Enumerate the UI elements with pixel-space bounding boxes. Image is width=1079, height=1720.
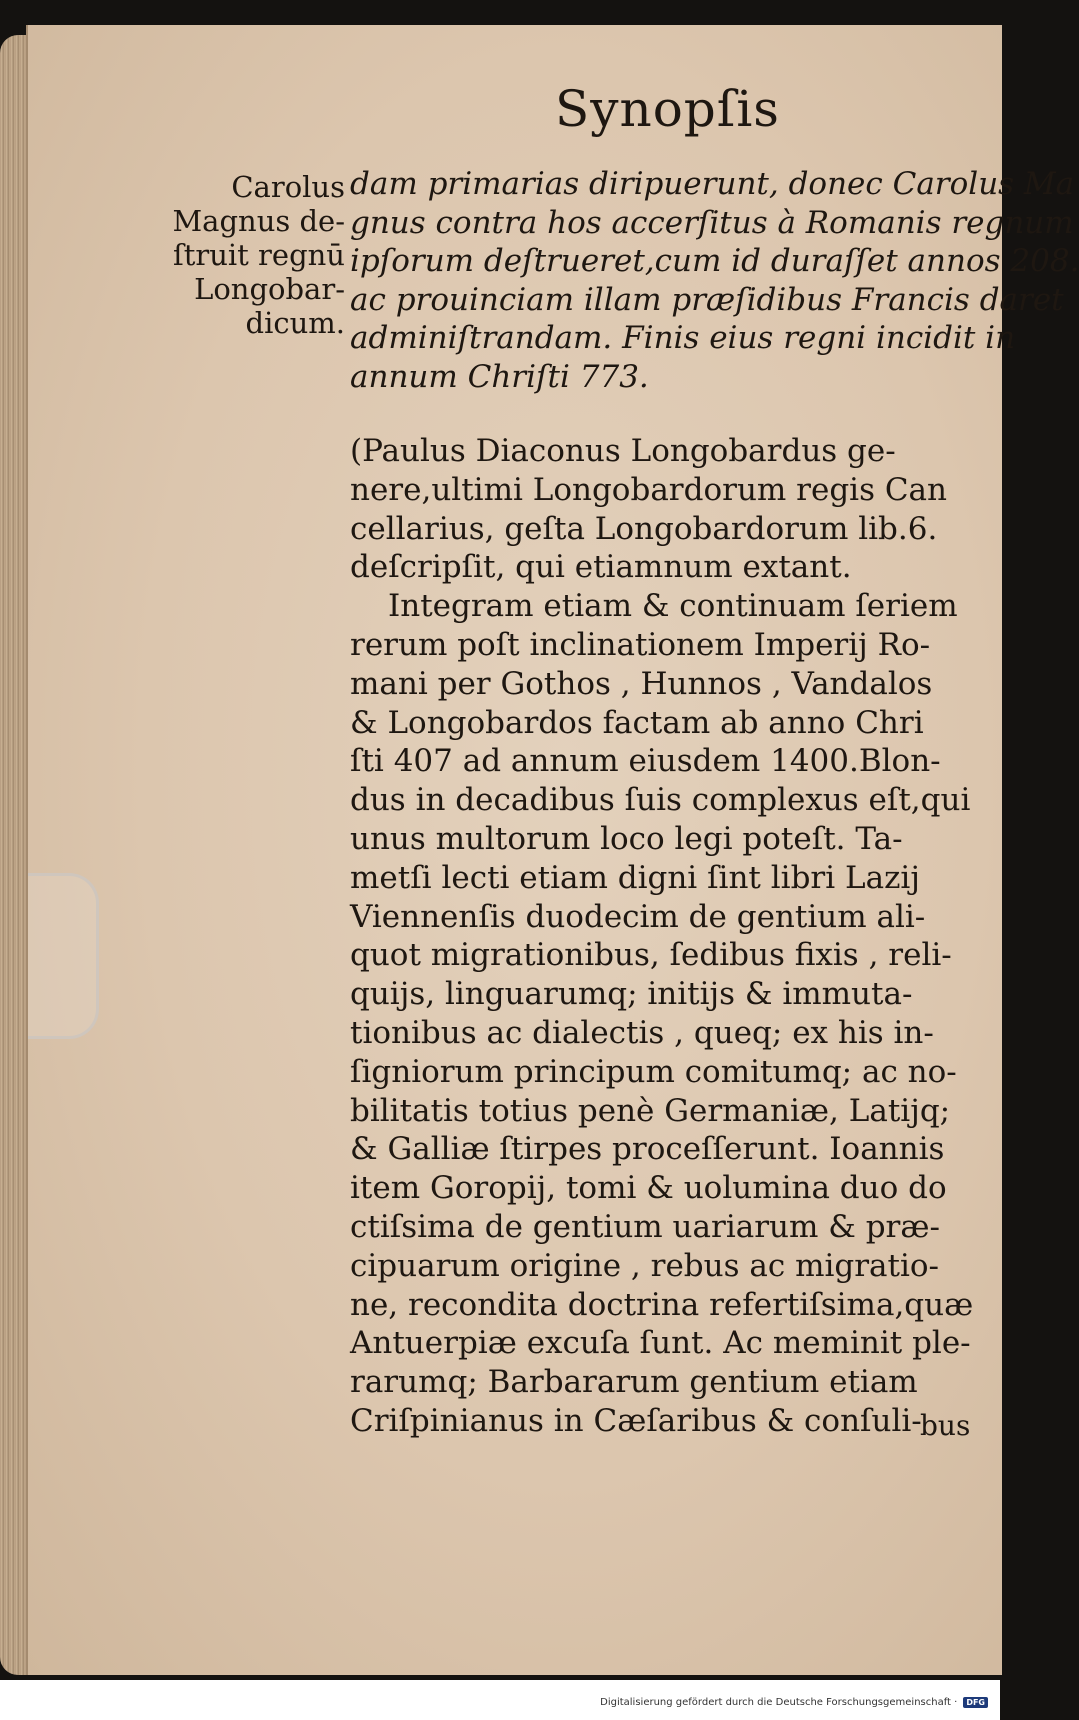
digitization-credit bbox=[600, 1697, 988, 1708]
text-line: mani per Gothos , Hunnos , Vandalos bbox=[350, 665, 933, 702]
text-line: annum Chriſti 773. bbox=[350, 358, 649, 395]
marginal-note bbox=[140, 170, 345, 340]
running-head: Synopſis bbox=[555, 80, 780, 138]
text-line: quijs, linguarumq; initijs & immuta- bbox=[350, 976, 913, 1013]
text-line: item Goropij, tomi & uolumina duo do bbox=[350, 1170, 947, 1207]
text-line: dus in decadibus ſuis complexus eſt,qui bbox=[350, 782, 971, 819]
book-clip bbox=[28, 873, 99, 1039]
roman-paragraphs bbox=[350, 432, 990, 1441]
text-line: nere,ultimi Longobardorum regis Can bbox=[350, 471, 948, 508]
text-line: Antuerpiæ excuſa ſunt. Ac meminit ple- bbox=[350, 1325, 971, 1362]
text-line: ſti 407 ad annum eiusdem 1400.Blon- bbox=[350, 743, 941, 780]
text-line: cipuarum origine , rebus ac migratio- bbox=[350, 1247, 940, 1284]
catchword: bus bbox=[920, 1409, 971, 1442]
text-line: bilitatis totius penè Germaniæ, Latijq; bbox=[350, 1092, 951, 1129]
text-line: gnus contra hos accerſitus à Romanis regnum bbox=[350, 204, 1074, 241]
marginal-note-line: Carolus bbox=[231, 170, 345, 204]
text-line: Criſpinianus in Cæſaribus & conſuli- bbox=[350, 1402, 922, 1439]
text-line: cellarius, geſta Longobardorum lib.6. bbox=[350, 510, 938, 547]
text-line: (Paulus Diaconus Longobardus ge- bbox=[350, 433, 896, 469]
marginal-note-line: Longobar- bbox=[194, 272, 345, 306]
text-line: Viennenſis duodecim de gentium ali- bbox=[350, 898, 926, 935]
marginal-note-line: ſtruit regnū bbox=[172, 238, 345, 272]
text-line: Integram etiam & continuam ſeriem bbox=[388, 588, 958, 625]
text-line: & Galliæ ſtirpes proceſſerunt. Ioannis bbox=[350, 1131, 945, 1168]
text-line: & Longobardos factam ab anno Chri bbox=[350, 704, 924, 741]
text-line: ctiſsima de gentium uariarum & præ- bbox=[350, 1208, 940, 1245]
marginal-note-line: Magnus de- bbox=[172, 204, 345, 238]
text-line: quot migrationibus, ſedibus fixis , reli- bbox=[350, 937, 952, 974]
text-line: unus multorum loco legi poteſt. Ta- bbox=[350, 820, 903, 857]
marginal-note-line: dicum. bbox=[245, 306, 345, 340]
text-line: tionibus ac dialectis , queq; ex his in- bbox=[350, 1014, 934, 1051]
italic-paragraph bbox=[350, 165, 1079, 396]
text-line: ipſorum deſtrueret,cum id duraſſet annos 208. bbox=[350, 243, 1079, 279]
text-line: ac prouinciam illam præſidibus Francis daret bbox=[350, 281, 1064, 318]
text-line: rerum poſt inclinationem Imperij Ro- bbox=[350, 626, 931, 663]
text-line: metſi lecti etiam digni ſint libri Lazij bbox=[350, 859, 920, 896]
text-line: ne, recondita doctrina refertiſsima,quæ bbox=[350, 1286, 974, 1323]
text-line: adminiſtrandam. Finis eius regni incidit in bbox=[350, 320, 1016, 356]
dfg-logo-icon: DFG bbox=[963, 1697, 988, 1708]
text-line: deſcripſit, qui etiamnum extant. bbox=[350, 549, 852, 586]
text-line: dam primarias diripuerunt, donec Carolus Ma bbox=[350, 166, 1075, 202]
text-line: rarumq; Barbararum gentium etiam bbox=[350, 1364, 918, 1401]
text-line: ſigniorum principum comitumq; ac no- bbox=[350, 1053, 957, 1090]
credit-text: Digitalisierung gefördert durch die Deutsche Forschungsgemeinschaft · bbox=[600, 1697, 958, 1708]
